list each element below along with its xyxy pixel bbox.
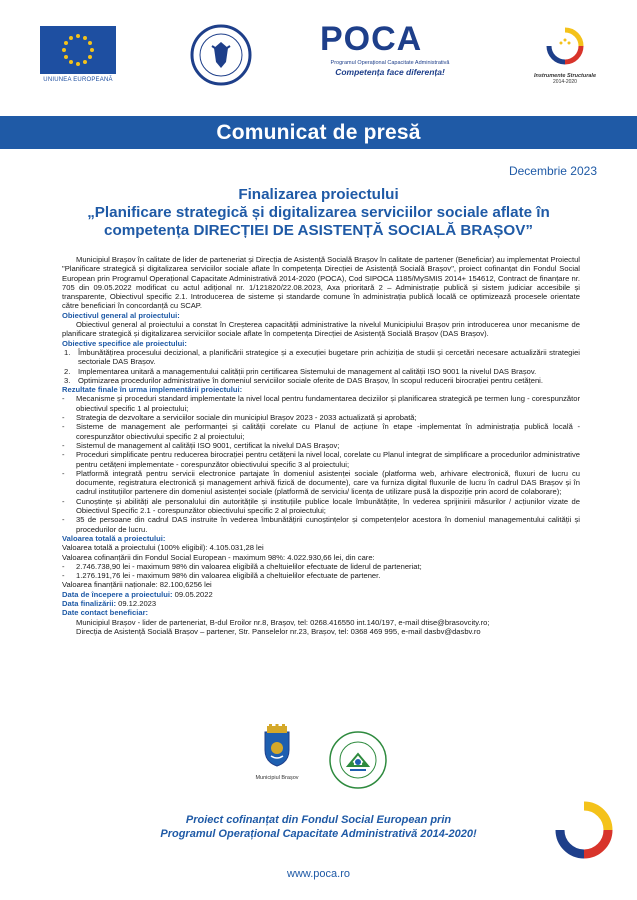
budget-cofinance: Valoarea cofinanțării din Fondul Social European - maximum 98%: 4.022.930,66 lei, din care: <box>62 552 375 562</box>
list-item: - 1.276.191,76 lei - maximum 98% din valoarea eligibilă a cheltuielilor efectuate de partener. <box>62 571 381 581</box>
list-item: - Sisteme de management ale performanței și calității corelate cu Planul de acțiune în etape -implementat în administrația publică locală - corespunzător obiectivului specific 2 al proiectului; <box>62 422 580 441</box>
release-date: Decembrie 2023 <box>508 164 597 178</box>
poca-slogan: Competența face diferența! <box>335 67 445 77</box>
municipiul-brasov-logo <box>252 724 302 781</box>
structural-instruments-icon <box>543 26 587 66</box>
document-body <box>62 255 580 636</box>
specific-objectives-list <box>64 348 580 385</box>
general-objective-heading: Obiectivul general al proiectului: <box>62 310 180 320</box>
government-seal-icon <box>190 24 252 86</box>
municipiu-caption: Municipiul Brașov <box>255 775 299 781</box>
structural-instruments-years: 2014-2020 <box>553 79 577 85</box>
eu-logo <box>38 26 118 83</box>
headline <box>40 186 597 240</box>
poca-wordmark: POCA <box>320 20 423 58</box>
poca-logo <box>320 20 460 77</box>
budget-heading: Valoarea totală a proiectului: <box>62 533 166 543</box>
footer-cofinance-text <box>40 813 597 841</box>
contact-line-1: Municipiul Brașov - lider de parteneriat, B-dul Eroilor nr.8, Brașov, tel: 0268.416550 int.140/197, e-mail dtise@brasovcity.ro; <box>76 617 490 627</box>
specific-objectives-heading: Obiective specifice ale proiectului: <box>62 338 187 348</box>
intro-paragraph: Municipiul Brașov în calitate de lider de parteneriat și Direcția de Asistență Socială Brașov în calitate de partener (Beneficiar) au implementat Proiectul "Planificare strategică și digitalizarea serviciilor sociale aflate în competența Direcției de Asistență Socială Brașov", proiect cofinanțat din Fondul Social European prin Programul Operațional Capacitate Administrativă 2014-2020 (POCA), Cod SIPOCA 1185/MySMIS 2014+ 154612, Contract de finanțare nr. 705 din 09.05.2022 modificat cu actul adițional nr. 1/121820/22.08.2023, Axa prioritară 2 – Administrație publică și sistem judiciar accesibile și transparente, Obiectivul specific 2.1. Introducerea de sisteme și standarde comune în administrația publică locală ce optimizează procesele orientate către beneficiari în concordanță cu SCAP. <box>62 255 580 311</box>
start-date-line <box>62 590 580 599</box>
list-item: 1. Îmbunătățirea procesului decizional, a planificării strategice și a execuției bugetare prin achiziția de studii și cercetări necesare actualizării strategiei sectoriale DAS Brașov. <box>64 347 580 367</box>
start-date-label: Data de începere a proiectului: <box>62 589 173 599</box>
contact-heading: Date contact beneficiar: <box>62 608 149 618</box>
structural-instruments-logo <box>530 26 600 85</box>
list-item: - 35 de persoane din cadrul DAS instruite în vederea îmbunătățirii cunoștințelor și competențelor acestora în domeniul managementului calității și procedurilor de lucru. <box>62 515 580 534</box>
logo-bar <box>0 0 637 100</box>
eu-flag-icon <box>40 26 116 74</box>
results-list <box>62 394 580 533</box>
general-objective-text: Obiectivul general al proiectului a constat în Creșterea capacității administrative la nivelul Municipiului Brașov prin introducerea unor mecanisme de planificare strategică și digitalizarea serviciilor sociale aflate în competența Direcției de Asistență Socială Brașov (DAS Brașov). <box>62 320 580 339</box>
results-heading: Rezultate finale în urma implementării proiectului: <box>62 385 243 395</box>
press-release-banner <box>0 116 637 149</box>
eu-caption: UNIUNEA EUROPEANĂ <box>43 77 113 83</box>
list-item: - Sistemul de management al calității ISO 9001, certificat la nivelul DAS Brașov; <box>62 440 340 450</box>
list-item: 3. Optimizarea procedurilor administrative în domeniul serviciilor sociale oferite de DAS Brașov, în scopul reducerii birocrației pentru cetățeni. <box>64 375 543 385</box>
das-brasov-logo-icon <box>328 730 388 790</box>
poca-swirl-icon <box>554 800 614 860</box>
banner-title: Comunicat de presă <box>216 120 421 144</box>
coat-of-arms-icon <box>259 724 295 768</box>
website-link[interactable]: www.poca.ro <box>287 868 350 880</box>
footer-line-2: Programul Operațional Capacitate Administrativă 2014-2020! <box>160 828 477 840</box>
list-item: - Proceduri simplificate pentru reducerea birocrației pentru cetățeni la nivel local, corelate cu Planul integrat de simplificare a procedurilor administrative pentru cetățeni implementate - corespunzător obiectivului specific 3 al proiectului; <box>62 450 580 469</box>
list-item: - Cunoștințe și abilități ale personalului din autoritățile și instituțiile publice locale îmbunătățite, în vederea sprijinirii măsurilor / acțiunilor vizate de Obiectivul Specific 2.1 - corespunzător obiectivului specific 2 al proiectului; <box>62 496 580 516</box>
end-date-value: 09.12.2023 <box>116 598 157 608</box>
budget-total: Valoarea totală a proiectului (100% eligibil): 4.105.031,28 lei <box>62 543 264 553</box>
headline-line-2: „Planificare strategică și digitalizarea serviciilor sociale aflate în <box>87 204 550 221</box>
headline-line-3: competența DIRECȚIEI DE ASISTENȚĂ SOCIALĂ BRAȘOV” <box>104 222 533 239</box>
list-item: 2. Implementarea unitară a managementului calității prin certificarea Sistemului de management al calității ISO 9001 la nivelul DAS Brașov. <box>64 366 537 376</box>
contact-line-2: Direcția de Asistență Socială Brașov – partener, Str. Panselelor nr.23, Brașov, tel: 0368 469 995, e-mail dasbv@dasbv.ro <box>76 626 481 636</box>
budget-national: Valoarea finanțării naționale: 82.100,6256 lei <box>62 580 212 590</box>
list-item: - Platformă integrată pentru servicii electronice partajate în domeniul asistenței sociale (platforma web, arhivare electronică, fluxuri de lucru cu documente, registratura electronică și management arhivă fizică de documente), care va furniza digital fluxurile de lucru în cadrul DAS Brașov și în cadrul instituțiilor partenere din domeniul asistenței sociale (platformă de serviciu/ licența de utilizare pusă la dispoziție prin acord de colaborare); <box>62 468 580 497</box>
start-date-value: 09.05.2022 <box>172 589 213 599</box>
headline-line-1: Finalizarea proiectului <box>238 186 399 203</box>
end-date-line <box>62 599 580 608</box>
list-item: - Mecanisme și proceduri standard implementate la nivel local pentru fundamentarea deciziilor și planificarea strategică pe termen lung - corespunzător obiectivul specific 1 al proiectului; <box>62 394 580 413</box>
list-item: - Strategia de dezvoltare a serviciilor sociale din municipiul Brașov 2023 - 2033 actualizată și aprobată; <box>62 413 417 423</box>
structural-instruments-caption: Instrumente Structurale <box>533 73 597 79</box>
list-item: - 2.746.738,90 lei - maximum 98% din valoarea eligibilă a cheltuielilor efectuate de liderul de parteneriat; <box>62 561 422 571</box>
footer-line-1: Proiect cofinanțat din Fondul Social European prin <box>185 814 452 826</box>
end-date-label: Data finalizării: <box>62 598 117 608</box>
poca-subtitle: Programul Operațional Capacitate Administrativă <box>330 60 450 66</box>
